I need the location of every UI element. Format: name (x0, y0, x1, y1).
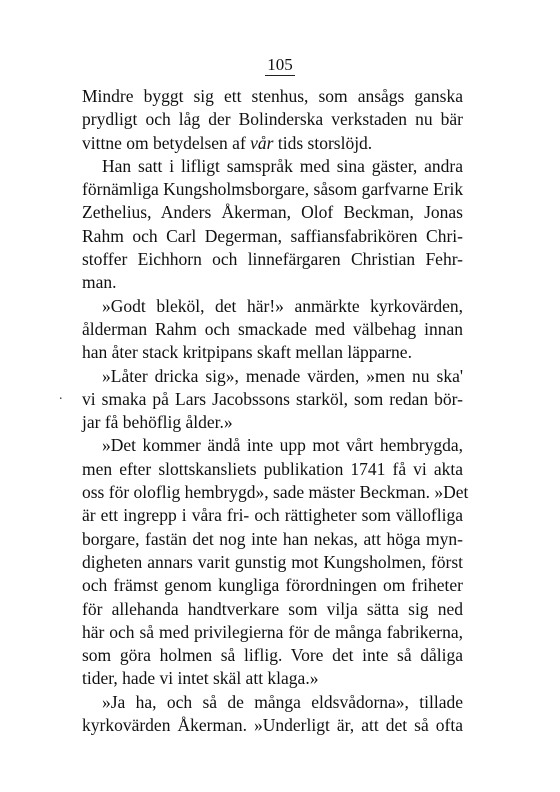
text-line: borgare, fastän det nog inte han nekas, att höga myn- (82, 528, 463, 549)
text-line: är ett ingrepp i våra fri- och rättigheter som vällofliga (82, 505, 463, 526)
text-line: jar få behöflig ålder.» (82, 412, 233, 433)
text-line: men efter slottskansliets publikation 1741 få vi akta (82, 458, 463, 479)
text-line: »Godt bleköl, det här!» anmärkte kyrkovärden, (102, 295, 463, 316)
text-line: som göra holmen så liflig. Vore det inte så dåliga (82, 645, 463, 666)
text-line: Han satt i lifligt samspråk med sina gäster, andra (102, 155, 463, 176)
text-line: Zethelius, Anders Åkerman, Olof Beckman, Jonas (82, 202, 463, 223)
text-line: tider, hade vi intet skäl att klaga.» (82, 668, 319, 689)
text-line: oss för oloflig hembrygd», sade mäster Beckman. »Det (82, 482, 469, 503)
text-line: vi smaka på Lars Jacobssons starköl, som redan bör- (82, 388, 463, 409)
text-line: han åter stack kritpipans skaft mellan läpparne. (82, 342, 412, 363)
text-line: Rahm och Carl Degerman, saffiansfabrikören Chri- (82, 225, 463, 246)
text-line: digheten annars varit gunstig mot Kungsholmen, först (82, 551, 463, 572)
text-line: »Ja ha, och så de många eldsvådorna», tillade (102, 691, 463, 712)
emphasized-word: vår (250, 132, 274, 153)
text-line: för allehanda handtverkare som vilja sätta sig ned (82, 598, 463, 619)
text-line: förnämliga Kungsholmsborgare, såsom garfvarne Erik (82, 179, 464, 200)
page-number: 105 (267, 55, 293, 74)
text-line: ålderman Rahm och smackade med välbehag innan (82, 318, 463, 339)
text-line: vittne om betydelsen af vår tids storslöjd. (82, 132, 373, 153)
text-line: och främst genom kungliga förordningen om friheter (82, 575, 463, 596)
margin-mark: . (59, 388, 63, 403)
text-line: man. (82, 272, 117, 293)
text-line: prydligt och låg der Bolinderska verkstaden nu bär (82, 109, 463, 130)
text-line: »Det kommer ändå inte upp mot vårt hembrygda, (102, 435, 463, 456)
text-line: här och så med privilegierna för de många fabrikerna, (82, 621, 463, 642)
text-line: stoffer Eichhorn och linnefärgaren Christian Fehr- (82, 249, 463, 270)
body-text (82, 85, 469, 737)
text-line: Mindre byggt sig ett stenhus, som ansågs ganska (82, 86, 463, 106)
text-line: »Låter dricka sig», menade värden, »men nu ska' (102, 365, 463, 386)
text-line: kyrkovärden Åkerman. »Underligt är, att det så ofta (82, 715, 463, 736)
